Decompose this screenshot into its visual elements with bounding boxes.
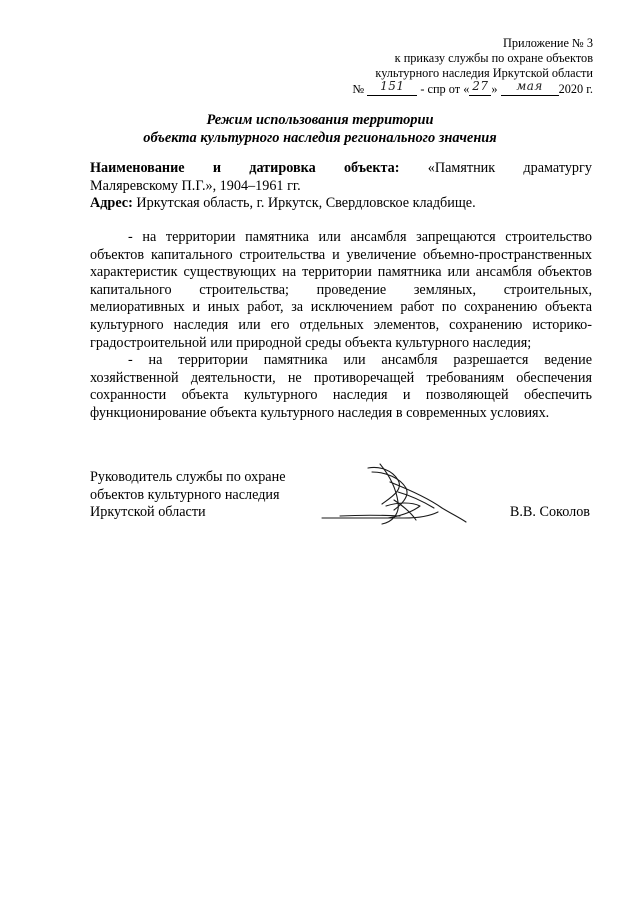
title-line-1: Режим использования территории	[206, 112, 434, 128]
object-name-line	[90, 160, 592, 178]
title-line-2: объекта культурного наследия регионального значения	[143, 130, 497, 146]
signatory-name: В.В. Соколов	[509, 504, 590, 520]
document-title	[0, 111, 640, 147]
handwritten-order-number: 151	[367, 83, 417, 96]
object-address	[90, 195, 592, 213]
address-label: Адрес:	[90, 195, 133, 211]
name-label-word-2: и	[212, 160, 222, 176]
appendix-title: Приложение № 3	[502, 36, 593, 50]
handwritten-order-month: мая	[501, 83, 559, 96]
position-line-2: объектов культурного наследия	[90, 486, 280, 503]
handwritten-signature	[320, 462, 470, 532]
position-line-3: Иркутской области	[90, 504, 206, 521]
name-label-word-1: Наименование	[90, 160, 185, 176]
order-suffix: - спр от «	[420, 81, 470, 96]
usage-rules	[90, 229, 592, 423]
name-label-word-4: объекта:	[343, 160, 400, 176]
appendix-order-ref: к приказу службы по охране объектов	[394, 51, 593, 66]
name-value-word-2: драматургу	[523, 160, 592, 176]
order-number-line	[352, 78, 593, 97]
name-label-word-3: датировка	[249, 160, 316, 176]
order-year: 2020 г.	[558, 81, 593, 96]
number-sign: №	[352, 81, 365, 96]
name-value-word-1: «Памятник	[427, 160, 496, 176]
order-quote-close: »	[491, 81, 498, 96]
object-name-continuation: Маляревскому П.Г.», 1904–1961 гг.	[90, 177, 301, 194]
signatory-position	[90, 469, 286, 522]
address-value: Иркутская область, г. Иркутск, Свердловское кладбище.	[132, 195, 476, 211]
appendix-agency: культурного наследия Иркутской области	[375, 66, 593, 81]
position-line-1: Руководитель службы по охране	[90, 469, 286, 485]
rule-prohibited: - на территории памятника или ансамбля запрещаются строительство объектов капитального строительства и увеличение объемно-пространственных характеристик существующих на территории памятника или ансамбля объектов капитального строительства; проведение земляных, строительных, мелиоративных и иных работ, за исключением работ по сохранению объекта культурного наследия или его отдельных элементов, сохранению историко-градостроительной или природной среды объекта культурного наследия;	[90, 229, 592, 351]
appendix-header	[352, 36, 593, 97]
rule-permitted: - на территории памятника или ансамбля разрешается ведение хозяйственной деятельности, не противоречащей требованиям обеспечения сохранности объекта культурного наследия и позволяющей обеспечить функционирование объекта культурного наследия в современных условиях.	[90, 352, 592, 421]
handwritten-order-day: 27	[469, 83, 491, 96]
object-info	[90, 160, 592, 213]
